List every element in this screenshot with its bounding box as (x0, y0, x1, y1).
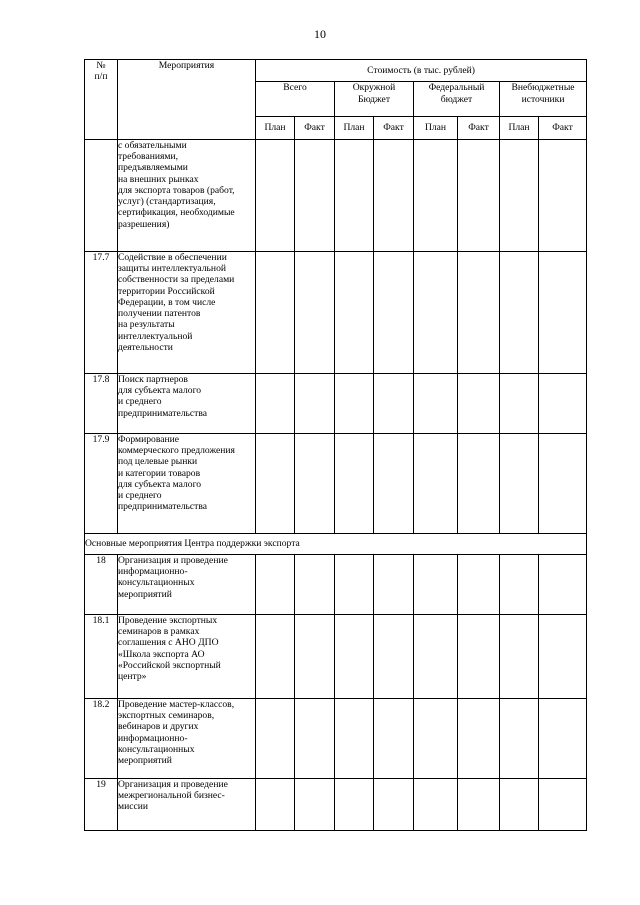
federal-budget-header: Федеральный бюджет (414, 82, 500, 117)
event-line: Федерации, в том числе (118, 296, 216, 308)
fact-value-cell (374, 779, 414, 831)
fact-value-cell (539, 779, 587, 831)
plan-header: План (500, 117, 539, 140)
table-body-part-1 (85, 140, 587, 534)
fact-value-cell (374, 140, 414, 252)
fact-value-cell (374, 374, 414, 434)
fact-value-cell (458, 434, 500, 534)
fact-header: Факт (539, 117, 587, 140)
event-line: соглашения с АНО ДПО (118, 637, 219, 649)
plan-value-cell (500, 140, 539, 252)
fact-value-cell (458, 140, 500, 252)
table-row (85, 779, 587, 831)
event-line: получении патентов (118, 308, 201, 320)
event-line: для субъекта малого (118, 478, 202, 490)
event-line: территории Российской (118, 285, 215, 297)
plan-value-cell (414, 434, 458, 534)
plan-value-cell (335, 252, 374, 374)
table-row (85, 555, 587, 615)
row-number: 18.2 (85, 699, 118, 779)
fact-value-cell (295, 779, 335, 831)
event-line: Формирование (118, 434, 180, 445)
event-description (118, 140, 256, 252)
row-number: 17.9 (85, 434, 118, 534)
event-line: и категории товаров (118, 467, 201, 479)
fact-value-cell (458, 374, 500, 434)
event-line: и среднего (118, 490, 162, 502)
event-line: информационно- (118, 566, 188, 578)
fact-value-cell (295, 434, 335, 534)
event-description (118, 699, 256, 779)
event-description (118, 374, 256, 434)
plan-header: План (414, 117, 458, 140)
fact-value-cell (458, 779, 500, 831)
fact-value-cell (539, 374, 587, 434)
event-line: предъявляемыми (118, 162, 188, 174)
event-line: интеллектуальной (118, 330, 193, 342)
fact-value-cell (458, 615, 500, 699)
section-row (85, 534, 587, 555)
event-line: консультационных (118, 577, 195, 589)
event-line: консультационных (118, 743, 195, 755)
fact-value-cell (374, 434, 414, 534)
event-line: центр» (118, 671, 147, 683)
row-number: 18 (85, 555, 118, 615)
event-line: сертификация, необходимые (118, 207, 235, 219)
plan-value-cell (500, 374, 539, 434)
event-line: мероприятий (118, 588, 172, 600)
event-line: разрешения) (118, 218, 170, 230)
district-budget-header: Окружной Бюджет (335, 82, 414, 117)
event-line: для субъекта малого (118, 385, 202, 397)
plan-value-cell (414, 615, 458, 699)
event-line: на результаты (118, 319, 175, 331)
event-line: информационно- (118, 732, 188, 744)
fact-value-cell (295, 374, 335, 434)
events-column-header: Мероприятия (118, 60, 256, 140)
event-line: вебинаров и других (118, 721, 199, 733)
event-line: мероприятий (118, 755, 172, 767)
event-line: коммерческого предложения (118, 445, 235, 457)
plan-header: План (335, 117, 374, 140)
fact-value-cell (539, 140, 587, 252)
plan-value-cell (500, 699, 539, 779)
plan-value-cell (500, 252, 539, 374)
plan-header: План (256, 117, 295, 140)
fact-value-cell (539, 252, 587, 374)
fact-value-cell (374, 615, 414, 699)
event-line: Проведение экспортных (118, 615, 218, 626)
event-line: для экспорта товаров (работ, (118, 184, 235, 196)
fact-value-cell (295, 140, 335, 252)
plan-value-cell (335, 140, 374, 252)
plan-value-cell (256, 699, 295, 779)
plan-value-cell (335, 434, 374, 534)
cost-table (84, 59, 587, 831)
plan-value-cell (414, 252, 458, 374)
event-line: миссии (118, 801, 148, 813)
event-description (118, 434, 256, 534)
table-row (85, 140, 587, 252)
table-body-part-2 (85, 555, 587, 831)
fact-value-cell (458, 699, 500, 779)
plan-value-cell (414, 374, 458, 434)
table-row (85, 252, 587, 374)
event-line: Содействие в обеспечении (118, 252, 227, 263)
event-line: Организация и проведение (118, 555, 228, 566)
table-row (85, 615, 587, 699)
extrabudgetary-header: Внебюджетные источники (500, 82, 587, 117)
event-line: Организация и проведение (118, 779, 228, 790)
plan-value-cell (256, 555, 295, 615)
plan-value-cell (256, 140, 295, 252)
plan-value-cell (335, 615, 374, 699)
row-number (85, 140, 118, 252)
cost-header: Стоимость (в тыс. рублей) (256, 60, 587, 82)
plan-value-cell (414, 699, 458, 779)
row-number: 18.1 (85, 615, 118, 699)
fact-header: Факт (295, 117, 335, 140)
event-description (118, 779, 256, 831)
event-line: собственности за пределами (118, 274, 235, 286)
section-title: Основные мероприятия Центра поддержки экспорта (85, 534, 587, 555)
event-description (118, 555, 256, 615)
event-line: и среднего (118, 396, 162, 408)
event-line: деятельности (118, 341, 173, 353)
event-line: защиты интеллектуальной (118, 263, 226, 275)
fact-header: Факт (374, 117, 414, 140)
plan-value-cell (335, 779, 374, 831)
plan-value-cell (335, 374, 374, 434)
row-number: 17.7 (85, 252, 118, 374)
table-row (85, 374, 587, 434)
plan-value-cell (256, 434, 295, 534)
event-line: предпринимательства (118, 501, 208, 513)
fact-header: Факт (458, 117, 500, 140)
event-line: под целевые рынки (118, 456, 198, 468)
total-group-header: Всего (256, 82, 335, 117)
fact-value-cell (374, 555, 414, 615)
event-line: требованиями, (118, 151, 178, 163)
plan-value-cell (335, 555, 374, 615)
event-line: межрегиональной бизнес- (118, 790, 225, 802)
page-number: 10 (314, 27, 326, 41)
row-number: 17.8 (85, 374, 118, 434)
event-line: Проведение мастер-классов, (118, 699, 235, 710)
event-description (118, 615, 256, 699)
event-description (118, 252, 256, 374)
fact-value-cell (539, 699, 587, 779)
fact-value-cell (295, 615, 335, 699)
fact-value-cell (295, 555, 335, 615)
plan-value-cell (335, 699, 374, 779)
event-line: на внешних рынках (118, 173, 199, 185)
fact-value-cell (295, 252, 335, 374)
fact-value-cell (374, 699, 414, 779)
plan-value-cell (500, 434, 539, 534)
table-row (85, 434, 587, 534)
event-line: «Российской экспортный (118, 659, 221, 671)
event-line: семинаров в рамках (118, 626, 200, 638)
plan-value-cell (256, 252, 295, 374)
fact-value-cell (374, 252, 414, 374)
event-line: Поиск партнеров (118, 374, 188, 385)
event-line: с обязательными (118, 140, 187, 151)
plan-value-cell (256, 779, 295, 831)
event-line: услуг) (стандартизация, (118, 196, 216, 208)
fact-value-cell (539, 555, 587, 615)
plan-value-cell (256, 615, 295, 699)
plan-value-cell (500, 555, 539, 615)
fact-value-cell (539, 615, 587, 699)
plan-value-cell (500, 779, 539, 831)
fact-value-cell (458, 252, 500, 374)
number-column-header: № п/п (85, 60, 118, 140)
event-line: предпринимательства (118, 407, 208, 419)
event-line: экспортных семинаров, (118, 710, 215, 722)
table-row (85, 699, 587, 779)
plan-value-cell (414, 555, 458, 615)
fact-value-cell (458, 555, 500, 615)
fact-value-cell (539, 434, 587, 534)
plan-value-cell (500, 615, 539, 699)
plan-value-cell (414, 779, 458, 831)
event-line: «Школа экспорта АО (118, 648, 205, 660)
plan-value-cell (256, 374, 295, 434)
section-block (85, 534, 587, 555)
fact-value-cell (295, 699, 335, 779)
plan-value-cell (414, 140, 458, 252)
row-number: 19 (85, 779, 118, 831)
